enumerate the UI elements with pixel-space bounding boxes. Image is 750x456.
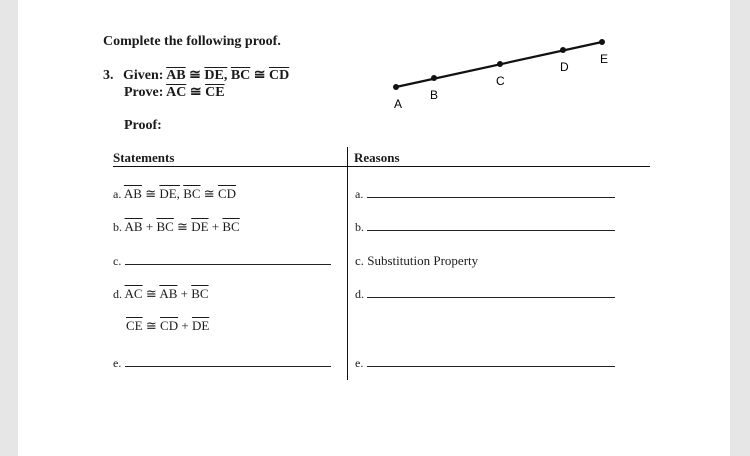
reason-a-blank[interactable] bbox=[367, 187, 615, 198]
given-line bbox=[103, 67, 289, 84]
congruent-symbol: ≅ bbox=[189, 85, 202, 100]
label-d: D bbox=[560, 60, 569, 74]
given-label: Given: bbox=[123, 68, 164, 83]
statement-row-b bbox=[113, 219, 240, 235]
statement-e-blank[interactable] bbox=[125, 356, 331, 367]
prove-segment-ac: $\overline{AC}$ bbox=[166, 85, 187, 100]
statement-c-blank[interactable] bbox=[125, 254, 331, 265]
segment-cd: $\overline{CD}$ bbox=[160, 318, 179, 333]
statement-row-e bbox=[113, 355, 331, 371]
segment-ab: $\overline{AB}$ bbox=[159, 286, 178, 301]
row-label: e. bbox=[113, 356, 122, 370]
header-reasons: Reasons bbox=[354, 150, 400, 165]
congruent-symbol: ≅ bbox=[145, 318, 157, 333]
statement-row-a bbox=[113, 186, 236, 202]
congruent-symbol: ≅ bbox=[203, 186, 215, 201]
row-label: c. bbox=[113, 254, 122, 268]
congruent-symbol: ≅ bbox=[189, 68, 201, 83]
segment-ab: $\overline{AB}$ bbox=[123, 186, 142, 201]
point-c bbox=[497, 61, 503, 67]
row-label: d. bbox=[113, 287, 122, 301]
segment-bc: $\overline{BC}$ bbox=[222, 219, 240, 234]
row-label: b. bbox=[355, 220, 364, 234]
segment-cd: $\overline{CD}$ bbox=[217, 186, 236, 201]
segment-bc: $\overline{BC}$ bbox=[156, 219, 174, 234]
reason-d-blank[interactable] bbox=[367, 287, 615, 298]
statement-row-d-second bbox=[126, 318, 209, 334]
reason-row-c: c. Substitution Property bbox=[355, 253, 479, 268]
segment-ab: $\overline{AB}$ bbox=[124, 219, 143, 234]
point-b bbox=[431, 75, 437, 81]
congruent-symbol: ≅ bbox=[145, 286, 157, 301]
row-label: e. bbox=[355, 356, 364, 370]
plus-symbol: + bbox=[211, 219, 220, 234]
label-a: A bbox=[394, 97, 403, 111]
label-b: B bbox=[430, 88, 439, 102]
row-label: a. bbox=[355, 187, 364, 201]
congruent-symbol: ≅ bbox=[253, 68, 266, 83]
point-a bbox=[393, 84, 399, 90]
proof-label: Proof: bbox=[124, 118, 162, 133]
reason-e-blank[interactable] bbox=[367, 356, 615, 367]
reason-row-b bbox=[355, 219, 615, 235]
prove-segment-ce: $\overline{CE}$ bbox=[205, 85, 225, 100]
row-label: a. bbox=[113, 187, 122, 201]
prove-line bbox=[124, 84, 225, 101]
statement-row-d bbox=[113, 286, 209, 302]
statement-row-c bbox=[113, 253, 331, 269]
point-d bbox=[560, 47, 566, 53]
segment-de: $\overline{DE}$ bbox=[191, 318, 210, 333]
plus-symbol: + bbox=[180, 286, 188, 301]
row-label: d. bbox=[355, 287, 364, 301]
line-segment-diagram bbox=[378, 30, 658, 120]
given-segment-ab: $\overline{AB}$ bbox=[166, 68, 186, 83]
reason-row-a bbox=[355, 186, 615, 202]
label-c: C bbox=[496, 74, 505, 88]
plus-symbol: + bbox=[181, 318, 189, 333]
worksheet-page bbox=[18, 0, 730, 456]
reason-row-d bbox=[355, 286, 615, 302]
segment-de: DE, bbox=[159, 186, 180, 201]
given-segment-de: DE, bbox=[204, 68, 228, 83]
reason-row-e bbox=[355, 355, 615, 371]
prove-label: Prove: bbox=[124, 85, 164, 100]
table-column-divider bbox=[347, 147, 348, 380]
problem-number: 3. bbox=[103, 68, 114, 83]
header-statements: Statements bbox=[113, 150, 175, 165]
given-segment-cd: $\overline{CD}$ bbox=[269, 68, 290, 83]
table-header-rule bbox=[113, 166, 650, 167]
reason-b-blank[interactable] bbox=[367, 220, 615, 231]
page-heading: Complete the following proof. bbox=[103, 34, 281, 49]
segment-de: $\overline{DE}$ bbox=[191, 219, 209, 234]
segment-ac: $\overline{AC}$ bbox=[124, 286, 143, 301]
row-label: b. bbox=[113, 220, 122, 234]
segment-bc: $\overline{BC}$ bbox=[191, 286, 209, 301]
congruent-symbol: ≅ bbox=[145, 186, 157, 201]
congruent-symbol: ≅ bbox=[177, 219, 188, 234]
segment-bc: $\overline{BC}$ bbox=[183, 186, 201, 201]
point-e bbox=[599, 39, 605, 45]
label-e: E bbox=[600, 52, 609, 66]
given-segment-bc: $\overline{BC}$ bbox=[230, 68, 251, 83]
plus-symbol: + bbox=[145, 219, 154, 234]
segment-ce: $\overline{CE}$ bbox=[126, 318, 143, 333]
